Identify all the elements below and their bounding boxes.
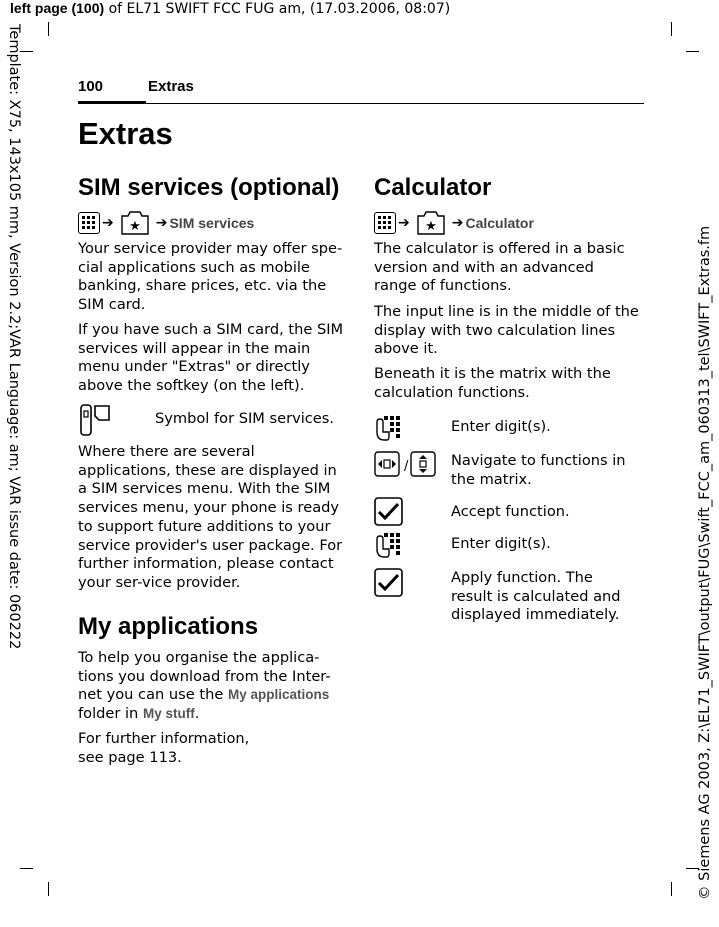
- page-number: 100: [78, 78, 104, 95]
- template-info: [0, 24, 22, 904]
- calc-row-text: Navigate to functions in the matrix.: [451, 452, 626, 488]
- menu-key-icon: [374, 212, 396, 234]
- my-applications-link: My applications: [227, 687, 330, 703]
- sim-paragraph-3: Where there are several applications, these are displayed in a SIM services menu. With the SIM services menu, your phone is ready to support future additions to your service provider's user package. For further information, please contact your ser-vice provider.: [78, 443, 343, 591]
- calc-row-text: Apply function. The result is calculated and displayed immediately.: [451, 569, 621, 624]
- crop-mark: [671, 882, 672, 896]
- crop-mark: [48, 22, 49, 36]
- copyright-info-text: © Siemens AG 2003, Z:\EL71_SWIFT\output\FUG\Swift_FCC_am_060313_tel\SWIFT_Extras.fm: [697, 225, 713, 900]
- calculator-paragraph-1: The calculator is offered in a basic version and with an advanced range of functions.: [374, 240, 625, 295]
- sim-path-label: SIM services: [169, 215, 255, 231]
- crop-mark: [686, 51, 699, 52]
- arrow-icon: ➔: [155, 215, 168, 231]
- calculator-menu-path: [374, 211, 534, 235]
- extras-star-icon: [116, 210, 154, 236]
- navigate-icon: [374, 450, 436, 478]
- print-header: left page (100) of EL71 SWIFT FCC FUG am, (17.03.2006, 08:07): [10, 0, 451, 17]
- my-stuff-link: My stuff: [142, 706, 195, 722]
- keypad-icon: [374, 414, 404, 442]
- arrow-icon: ➔: [398, 215, 410, 231]
- header-rule-thick: [78, 101, 146, 104]
- crop-mark: [671, 22, 672, 36]
- check-icon: [374, 568, 404, 598]
- calc-row: [374, 414, 636, 442]
- svg-text:★: ★: [128, 219, 141, 234]
- sim-services-icon: [78, 403, 112, 437]
- arrow-icon: ➔: [102, 215, 114, 231]
- page-title: Extras: [78, 116, 173, 151]
- apps-heading: My applications: [78, 613, 259, 640]
- extras-star-icon: [412, 210, 450, 236]
- keypad-icon: [374, 531, 404, 559]
- calc-row: [374, 497, 636, 527]
- sim-paragraph-2: If you have such a SIM card, the SIM services will appear in the main menu under "Extras" or directly above the softkey (on the left).: [78, 321, 344, 395]
- apps-paragraph-1: To help you organise the applica-tions you download from the Inter-net you can use the My applications folder in My stuff.: [78, 649, 331, 723]
- menu-key-icon: [78, 212, 100, 234]
- crop-mark: [48, 882, 49, 896]
- sim-heading: SIM services (optional): [78, 174, 340, 201]
- arrow-icon: ➔: [451, 215, 464, 231]
- sim-symbol-row: [78, 403, 334, 437]
- calc-row-text: Enter digit(s).: [451, 418, 551, 435]
- calculator-paragraph-3: Beneath it is the matrix with the calculation functions.: [374, 365, 611, 401]
- sim-menu-path: [78, 211, 254, 235]
- calculator-heading: Calculator: [374, 174, 492, 201]
- running-title: Extras: [148, 78, 194, 95]
- calculator-path-label: Calculator: [465, 215, 534, 231]
- header-rule: [146, 103, 644, 104]
- calc-row: [374, 531, 636, 559]
- template-info-text: Template: X75, 143x105 mm, Version 2.2;VAR Language: am; VAR issue date: 060222: [6, 24, 22, 650]
- check-icon: [374, 497, 404, 527]
- calc-row-text: Enter digit(s).: [451, 535, 551, 552]
- calc-row-text: Accept function.: [451, 503, 570, 520]
- calculator-paragraph-2: The input line is in the middle of the display with two calculation lines above it.: [374, 303, 639, 358]
- calc-row: [374, 450, 636, 489]
- svg-text:/: /: [404, 459, 409, 474]
- apps-paragraph-2: For further information, see page 113.: [78, 730, 250, 766]
- sim-paragraph-1: Your service provider may offer spe-cial applications such as mobile banking, share prices, etc. via the SIM card.: [78, 240, 343, 314]
- svg-text:★: ★: [424, 219, 437, 234]
- calc-row: [374, 568, 636, 625]
- sim-symbol-text: Symbol for SIM services.: [155, 410, 335, 427]
